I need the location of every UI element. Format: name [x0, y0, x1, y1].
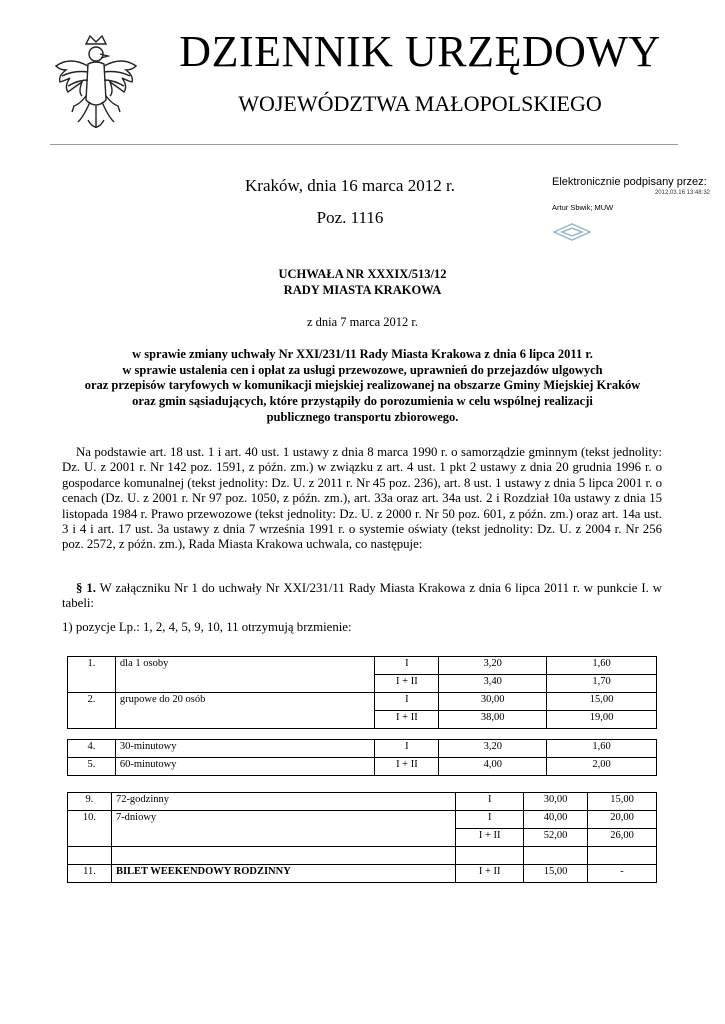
table-row [68, 847, 657, 865]
table-cell: 3,40 [439, 675, 547, 693]
resolution-number: UCHWAŁA NR XXXIX/513/12 [278, 267, 447, 281]
table-cell: BILET WEEKENDOWY RODZINNY [111, 865, 455, 883]
table-row [68, 811, 657, 829]
table-row [68, 693, 657, 711]
table-cell: 1,60 [547, 657, 657, 675]
subject-line: oraz gmin sąsiadujących, które przystąpiły do porozumienia w celu wspólnej realizacji [132, 394, 593, 409]
item-1-text: 1) pozycje Lp.: 1, 2, 4, 5, 9, 10, 11 otrzymują brzmienie: [62, 620, 352, 634]
table-cell: - [588, 865, 657, 883]
table-cell: I + II [456, 829, 524, 847]
table-cell: 1,70 [547, 675, 657, 693]
fare-table-2 [67, 739, 657, 776]
table-cell: 11. [68, 865, 112, 883]
table-cell: I + II [375, 675, 439, 693]
table-cell: I + II [375, 711, 439, 729]
position-number: Poz. 1116 [316, 208, 384, 227]
table-cell [588, 847, 657, 865]
table-row [68, 793, 657, 811]
table-cell: 3,20 [439, 657, 547, 675]
table-cell: 4. [68, 740, 116, 758]
journal-title: DZIENNIK URZĘDOWY [179, 27, 661, 76]
signature-stamp-icon [552, 222, 592, 242]
table-cell: 15,00 [524, 865, 588, 883]
table-cell: 15,00 [547, 693, 657, 711]
table-row [68, 657, 657, 675]
legal-basis-paragraph: Na podstawie art. 18 ust. 1 i art. 40 ust. 1 ustawy z dnia 8 marca 1990 r. o samorządzie gminnym (tekst jednolity: Dz. U. z 2001 r. Nr 142 poz. 1591, z późn. zm.) w związku z art. 4 ust. 1 pkt 2 ustawy z dnia 20 grudnia 1996 r. o gospodarce komunalnej (tekst jednolity: Dz. U. z 2011 r. Nr 45 poz. 236), art. 8 ust. 1 ustawy z dnia 5 lipca 2001 r. o cenach (Dz. U. z 2001 r. Nr 97 poz. 1050, z późn. zm.), art. 33a oraz art. 34a ust. 2 i Rozdział 10a ustawy z dnia 15 listopada 1984 r. Prawo przewozowe (tekst jednolity: Dz. U. z 2000 r. Nr 50 poz. 601, z późn. zm.) oraz art. 14a ust. 3 i 4 i art. 17 ust. 3a ustawy z dnia 7 września 1991 r. o systemie oświaty (tekst jednolity: Dz. U. z 2004 r. Nr 256 poz. 2572, z późn. zm.), Rada Miasta Krakowa uchwala, co następuje: [62, 445, 662, 552]
resolution-date: z dnia 7 marca 2012 r. [306, 315, 419, 329]
signature-timestamp: 2012.03.16 13:48:32 [654, 190, 710, 196]
subject-line: publicznego transportu zbiorowego. [266, 409, 459, 424]
table-cell: 38,00 [439, 711, 547, 729]
fare-table-1 [67, 656, 657, 729]
table-cell: 1. [68, 657, 116, 693]
table-row [68, 865, 657, 883]
table-cell: grupowe do 20 osób [115, 693, 375, 729]
table-cell: 20,00 [588, 811, 657, 829]
resolution-subject [60, 347, 665, 426]
table-cell [111, 847, 455, 865]
table-cell: I [375, 693, 439, 711]
table-cell: 2,00 [547, 758, 657, 776]
table-cell: 15,00 [588, 793, 657, 811]
table-cell: 30,00 [524, 793, 588, 811]
table-cell: 60-minutowy [115, 758, 375, 776]
table-cell [68, 847, 112, 865]
subject-line: w sprawie zmiany uchwały Nr XXI/231/11 Rady Miasta Krakowa z dnia 6 lipca 2011 r. [132, 347, 593, 361]
table-cell: 40,00 [524, 811, 588, 829]
table-cell: I [375, 657, 439, 675]
table-cell: 26,00 [588, 829, 657, 847]
table-cell: 3,20 [439, 740, 547, 758]
eagle-emblem-icon [48, 30, 144, 140]
table-cell: 30,00 [439, 693, 547, 711]
table-cell: 2. [68, 693, 116, 729]
section-1-text: W załączniku Nr 1 do uchwały Nr XXI/231/11 Rady Miasta Krakowa z dnia 6 lipca 2011 r. w punkcie I. w tabeli: [62, 581, 662, 611]
table-cell: I + II [456, 865, 524, 883]
subject-line: oraz przepisów taryfowych w komunikacji miejskiej realizowanej na obszarze Gminy Miejskiej Kraków [84, 378, 641, 393]
subject-line: w sprawie ustalenia cen i opłat za usługi przewozowe, uprawnień do przejazdów ulgowych [122, 362, 603, 377]
table-cell: 52,00 [524, 829, 588, 847]
table-cell [456, 847, 524, 865]
signature-label: Elektronicznie podpisany przez: [552, 176, 707, 188]
table-cell: 7-dniowy [111, 811, 455, 847]
table-cell: I [456, 793, 524, 811]
table-row [68, 740, 657, 758]
signer-name: Artur Sbwik; MUW [552, 203, 614, 212]
table-cell: 4,00 [439, 758, 547, 776]
table-cell: 10. [68, 811, 112, 847]
table-cell: 1,60 [547, 740, 657, 758]
table-cell: 19,00 [547, 711, 657, 729]
publication-date: Kraków, dnia 16 marca 2012 r. [245, 176, 455, 195]
table-cell: I [375, 740, 439, 758]
header-divider [50, 144, 678, 145]
table-cell: 72-godzinny [111, 793, 455, 811]
table-cell: 30-minutowy [115, 740, 375, 758]
table-cell: 9. [68, 793, 112, 811]
table-cell [524, 847, 588, 865]
table-cell: dla 1 osoby [115, 657, 375, 693]
table-cell: I + II [375, 758, 439, 776]
section-1-paragraph [62, 581, 662, 612]
table-row [68, 758, 657, 776]
journal-subtitle: WOJEWÓDZTWA MAŁOPOLSKIEGO [238, 91, 602, 116]
table-cell: 5. [68, 758, 116, 776]
fare-table-3 [67, 792, 657, 883]
table-cell: I [456, 811, 524, 829]
resolution-authority: RADY MIASTA KRAKOWA [283, 283, 442, 297]
section-mark: § 1. [76, 581, 96, 595]
